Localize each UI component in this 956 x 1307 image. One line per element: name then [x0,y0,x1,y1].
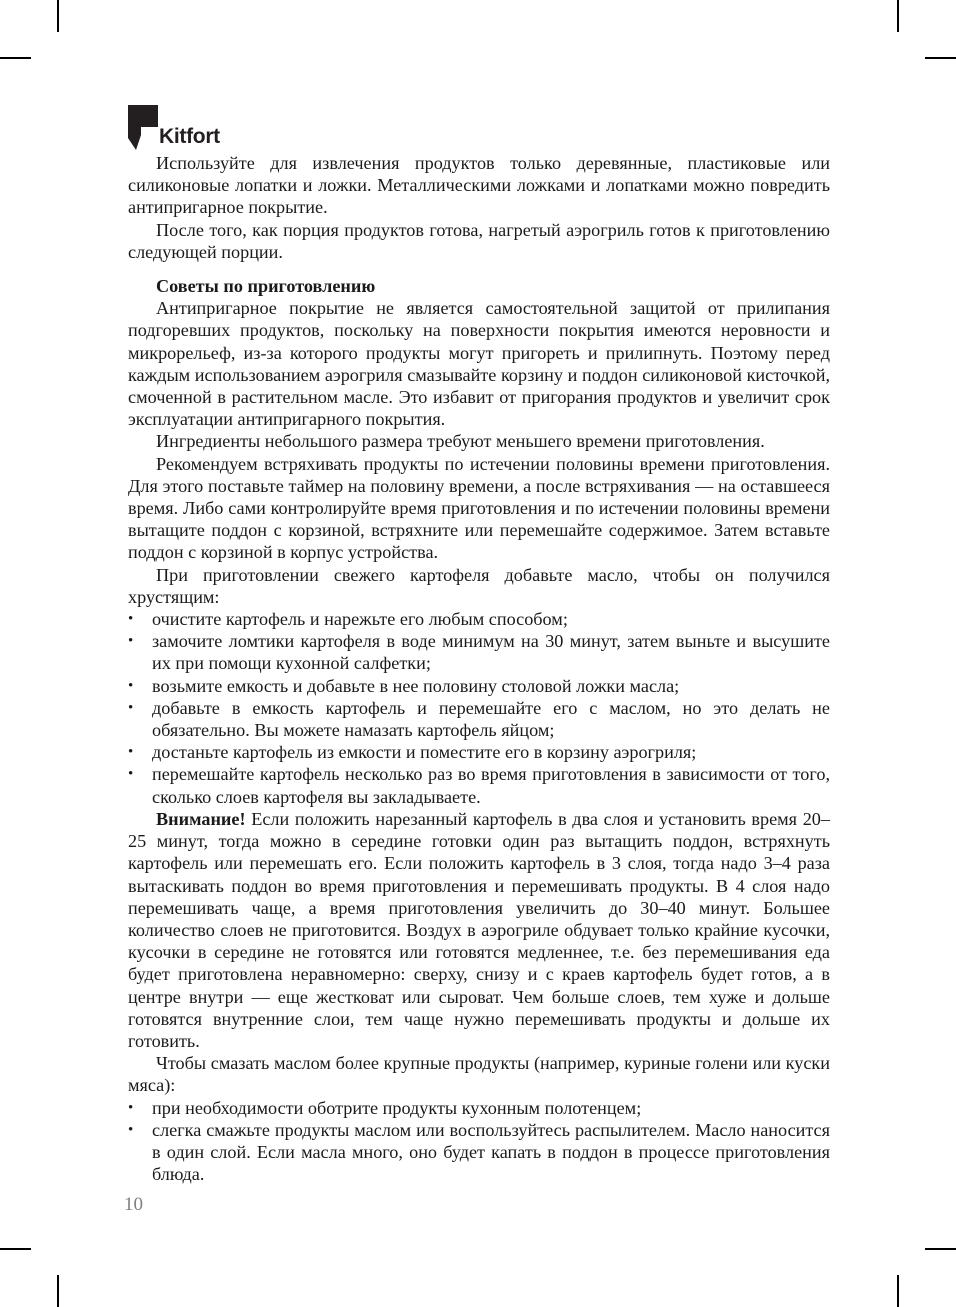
crop-mark-bottom-left-vertical [57,1275,59,1307]
crop-mark-top-right-vertical [897,0,899,32]
warning-body: Если положить нарезанный картофель в два слоя и установить время 20–25 минут, тогда можно в середине готовки один раз вытащить поддон, встряхнуть картофель или перемешать его. Если положить картофель в 3 слоя, тогда надо 3–4 раза вытаскивать поддон во время приготовления и перемешивать продукты. В 4 слоя надо перемешивать чаще, а время приготовления увеличить до 30–40 минут. Большее количество слоев не приготовится. Воздух в аэрогриле обдувает только крайние кусочки, кусочки в середине не готовятся или готовятся медленнее, т.е. без перемешивания еда будет приготовлена неравномерно: сверху, снизу и с краев картофель будет готов, а в центре внутри — еще жестковат или сыроват. Чем больше слоев, тем хуже и дольше готовятся внутренние слои, тем чаще нужно перемешивать продукты и дольше их готовить. [128,808,830,1051]
paragraph-small-ingredients: Ингредиенты небольшого размера требуют меньшего времени приготовления. [156,431,765,452]
bullet-list-large-items [128,1097,830,1186]
crop-mark-bottom-right-horizontal [925,1248,956,1250]
kitfort-pennant-icon [128,105,158,150]
page-number: 10 [124,1194,143,1215]
paragraph-large-items-intro: Чтобы смазать маслом более крупные продукты (например, куриные голени или куски мяса): [128,1053,830,1096]
list-item: • очистите картофель и нарежьте его любым способом; [128,608,830,630]
paragraph-fresh-potatoes-intro: При приготовлении свежего картофеля добавьте масло, чтобы он получился хрустящим: [128,564,830,607]
paragraph-shaking-advice: Рекомендуем встряхивать продукты по истечении половины времени приготовления. Для этого поставьте таймер на половину времени, а после встряхивания — на оставшееся время. Либо сами контролируйте время приготовления и по истечении половины времени вытащите поддон с корзиной, встряхните или перемешайте содержимое. Затем вставьте поддон с корзиной в корпус устройства. [128,453,830,563]
paragraph-utensils: Используйте для извлечения продуктов только деревянные, пластиковые или силиконовые лопатки и ложки. Металлическими ложками и лопатками можно повредить антипригарное покрытие. [128,153,830,218]
brand-logo [128,104,830,150]
section-heading-cooking-tips: Советы по приготовлению [156,276,376,297]
list-item: • возьмите емкость и добавьте в нее половину столовой ложки масла; [128,675,830,697]
list-item: • при необходимости оботрите продукты кухонным полотенцем; [128,1097,830,1119]
crop-mark-top-right-horizontal [925,57,956,59]
crop-mark-top-left-horizontal [0,57,31,59]
crop-mark-bottom-left-horizontal [0,1248,31,1250]
crop-mark-bottom-right-vertical [897,1275,899,1307]
list-item: • добавьте в емкость картофель и перемешайте его с маслом, но это делать не обязательно. Вы можете намазать картофель яйцом; [128,697,830,741]
paragraph-nonstick-coating: Антипригарное покрытие не является самостоятельной защитой от прилипания подгоревших продуктов, поскольку на поверхности покрытия имеются неровности и микрорельеф, из-за которого продукты могут пригореть и прилипнуть. Поэтому перед каждым использованием аэрогриля смазывайте корзину и поддон силиконовой кисточкой, смоченной в растительном масле. Это избавит от пригорания продуктов и увеличит срок эксплуатации антипригарного покрытия. [128,298,830,430]
paragraph-warning [128,808,830,1052]
crop-mark-top-left-vertical [57,0,59,32]
brand-name: Kitfort [159,125,220,148]
list-item: • замочите ломтики картофеля в воде минимум на 30 минут, затем выньте и высушите их при помощи кухонной салфетки; [128,630,830,674]
list-item: • достаньте картофель из емкости и поместите его в корзину аэрогриля; [128,741,830,763]
bullet-list-potato-steps [128,608,830,808]
paragraph-next-portion: После того, как порция продуктов готова, нагретый аэрогриль готов к приготовлению следующей порции. [128,219,830,262]
list-item: • перемешайте картофель несколько раз во время приготовления в зависимости от того, сколько слоев картофеля вы закладываете. [128,763,830,807]
page-content [128,104,830,1185]
warning-label: Внимание! [156,808,246,829]
list-item: • слегка смажьте продукты маслом или воспользуйтесь распылителем. Масло наносится в один слой. Если масла много, оно будет капать в поддон в процессе приготовления блюда. [128,1119,830,1186]
